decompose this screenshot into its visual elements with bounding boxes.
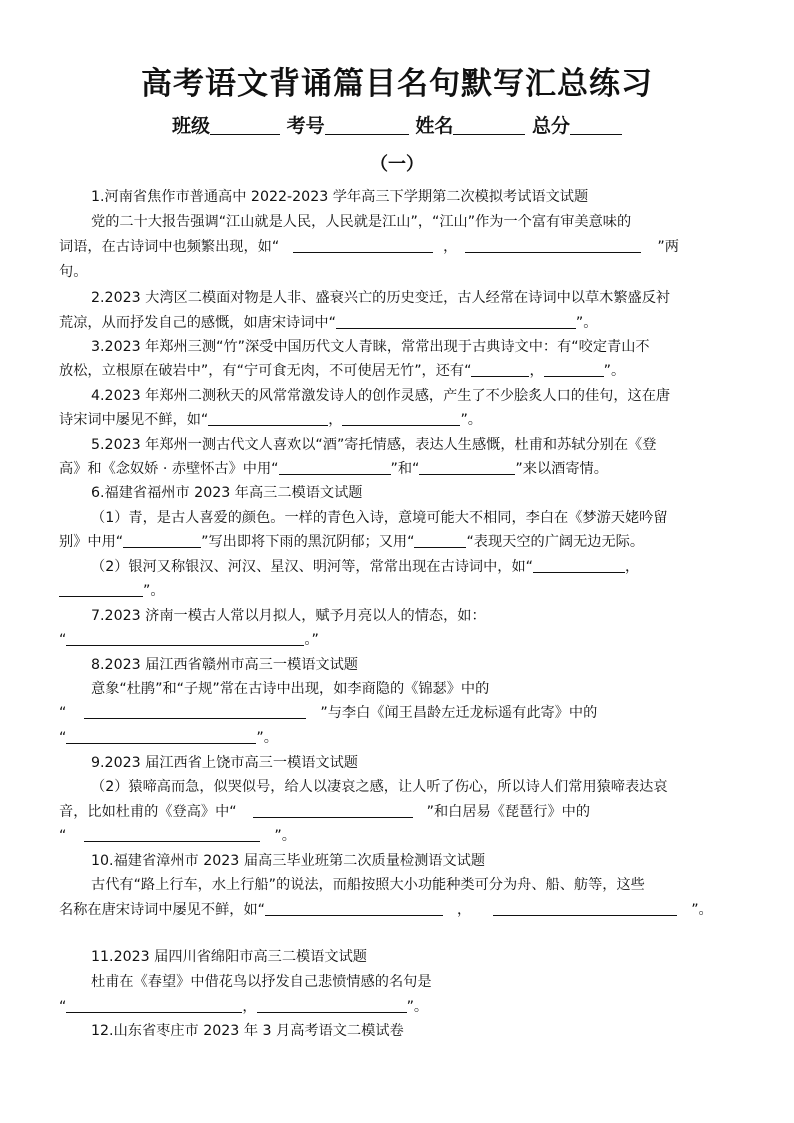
question-text: 句。: [59, 264, 88, 280]
number-blank[interactable]: [325, 116, 409, 135]
answer-blank[interactable]: [265, 900, 443, 916]
text-part: 荒凉，从而抒发自己的感慨，如唐宋诗词中“: [59, 315, 336, 331]
answer-blank[interactable]: [533, 557, 625, 573]
text-part: “: [59, 705, 67, 721]
question-source: 1.河南省焦作市普通高中 2022-2023 学年高三下学期第二次模拟考试语文试题: [91, 189, 589, 205]
answer-blank[interactable]: [257, 997, 407, 1013]
question-text: [59, 996, 428, 1018]
answer-blank[interactable]: [59, 581, 143, 597]
answer-blank[interactable]: [544, 361, 604, 377]
answer-blank[interactable]: [465, 237, 641, 253]
text-part: “: [59, 632, 67, 648]
text-part: 音，比如杜甫的《登高》中“: [59, 804, 237, 820]
question-text: 古代有“路上行车，水上行船”的说法，而船按照大小功能种类可分为舟、船、舫等，这些: [91, 877, 645, 893]
answer-blank[interactable]: [208, 410, 328, 426]
score-label: 总分: [531, 115, 570, 137]
question-text: 杜甫在《春望》中借花鸟以抒发自己悲愤情感的名句是: [91, 974, 432, 990]
text-part: ，: [443, 239, 458, 255]
question-text: [59, 236, 679, 258]
text-part: “表现天空的广阔无边无际。: [466, 534, 645, 550]
question-text: [59, 458, 608, 480]
question-source: 9.2023 届江西省上饶市高三一模语文试题: [91, 755, 358, 771]
text-part: 。”: [304, 632, 319, 648]
text-part: 别》中用“: [59, 534, 124, 550]
answer-blank[interactable]: [279, 459, 391, 475]
text-part: 放松，立根原在破岩中”，有“宁可食无肉，不可使居无竹”，还有“: [59, 363, 472, 379]
text-part: ”来以酒寄情。: [515, 461, 608, 477]
question-source: 6.福建省福州市 2023 年高三二模语文试题: [91, 485, 363, 501]
question-text: [59, 899, 713, 921]
text-part: ”。: [603, 363, 626, 379]
text-part: ”和“: [390, 461, 420, 477]
answer-blank[interactable]: [342, 410, 460, 426]
answer-blank[interactable]: [123, 532, 201, 548]
name-blank[interactable]: [453, 116, 525, 135]
text-part: ”。: [274, 828, 296, 844]
question-source: 11.2023 届四川省绵阳市高三二模语文试题: [91, 949, 367, 965]
page-title: 高考语文背诵篇目名句默写汇总练习: [141, 66, 653, 102]
question-text: 4.2023 年郑州二测秋天的风常常激发诗人的创作灵感，产生了不少脍炙人口的佳句，这在唐: [91, 388, 671, 404]
question-text: [91, 556, 639, 578]
text-part: （2）银河又称银汉、河汉、星汉、明河等，常常出现在古诗词中，如“: [91, 559, 534, 575]
text-part: ”写出即将下雨的黑沉阴郁；又用“: [201, 534, 415, 550]
name-label: 姓名: [415, 115, 454, 137]
answer-blank[interactable]: [253, 802, 413, 818]
answer-blank[interactable]: [336, 313, 576, 329]
text-part: ”。: [143, 583, 165, 599]
text-part: ，: [456, 902, 472, 918]
section-heading: （一）: [370, 154, 424, 175]
text-part: ”和白居易《琵琶行》中的: [426, 804, 591, 820]
question-text: [59, 702, 597, 724]
question-text: [59, 312, 597, 334]
answer-blank[interactable]: [493, 900, 677, 916]
answer-blank[interactable]: [84, 703, 306, 719]
question-text: 党的二十大报告强调“江山就是人民，人民就是江山”，“江山”作为一个富有审美意味的: [91, 214, 632, 230]
answer-blank[interactable]: [66, 728, 256, 744]
answer-blank[interactable]: [66, 630, 304, 646]
text-part: ”。: [575, 315, 598, 331]
text-part: ，: [529, 363, 544, 379]
question-text: [59, 801, 590, 823]
text-part: 诗宋词中屡见不鲜，如“: [59, 412, 209, 428]
text-part: “: [59, 730, 67, 746]
text-part: ”。: [406, 999, 429, 1015]
question-text: （1）青，是古人喜爱的颜色。一样的青色入诗，意境可能大不相同，李白在《梦游天姥吟留: [91, 510, 668, 526]
question-text: 5.2023 年郑州一测古代文人喜欢以“酒”寄托情感，表达人生感慨，杜甫和苏轼分别在《登: [91, 437, 657, 453]
question-text: （2）猿啼高而急，似哭似号，给人以凄哀之感，让人听了伤心，所以诗人们常用猿啼表达哀: [91, 779, 668, 795]
question-text: 7.2023 济南一模古人常以月拟人，赋予月亮以人的情态，如：: [91, 608, 486, 624]
class-label: 班级: [172, 115, 211, 137]
question-text: 3.2023 年郑州三测“竹”深受中国历代文人青睐，常常出现于古典诗文中：有“咬定青山不: [91, 339, 650, 355]
text-part: ，: [625, 559, 640, 575]
text-part: 高》和《念奴娇 · 赤壁怀古》中用“: [59, 461, 279, 477]
question-text: [59, 360, 625, 382]
text-part: ”。: [691, 902, 713, 918]
question-source: 12.山东省枣庄市 2023 年 3 月高考语文二模试卷: [91, 1023, 404, 1039]
question-text: [59, 531, 644, 553]
text-part: ，: [328, 412, 343, 428]
text-part: ，: [242, 999, 257, 1015]
text-part: “: [59, 999, 67, 1015]
question-text: [59, 580, 165, 602]
question-text: [59, 825, 296, 847]
answer-blank[interactable]: [414, 532, 466, 548]
answer-blank[interactable]: [84, 826, 260, 842]
question-text: [59, 727, 278, 749]
text-part: 名称在唐宋诗词中屡见不鲜，如“: [59, 902, 265, 918]
text-part: ”两: [657, 239, 679, 255]
answer-blank[interactable]: [66, 997, 242, 1013]
student-info-line: [0, 111, 794, 138]
text-part: ”。: [460, 412, 482, 428]
text-part: ”与李白《闻王昌龄左迁龙标遥有此寄》中的: [320, 705, 598, 721]
question-text: [59, 409, 482, 431]
number-label: 考号: [286, 115, 325, 137]
question-source: 8.2023 届江西省赣州市高三一模语文试题: [91, 657, 358, 673]
answer-blank[interactable]: [293, 237, 433, 253]
text-part: “: [59, 828, 67, 844]
text-part: ”。: [256, 730, 278, 746]
answer-blank[interactable]: [471, 361, 529, 377]
question-text: 2.2023 大湾区二模面对物是人非、盛衰兴亡的历史变迁，古人经常在诗词中以草木繁盛反衬: [91, 290, 671, 306]
class-blank[interactable]: [210, 116, 280, 135]
answer-blank[interactable]: [419, 459, 515, 475]
question-text: [59, 629, 319, 651]
score-blank[interactable]: [570, 116, 622, 135]
text-part: 词语，在古诗词中也频繁出现，如“: [59, 239, 280, 255]
question-text: 意象“杜鹃”和“子规”常在古诗中出现，如李商隐的《锦瑟》中的: [91, 681, 490, 697]
question-source: 10.福建省漳州市 2023 届高三毕业班第二次质量检测语文试题: [91, 853, 486, 869]
